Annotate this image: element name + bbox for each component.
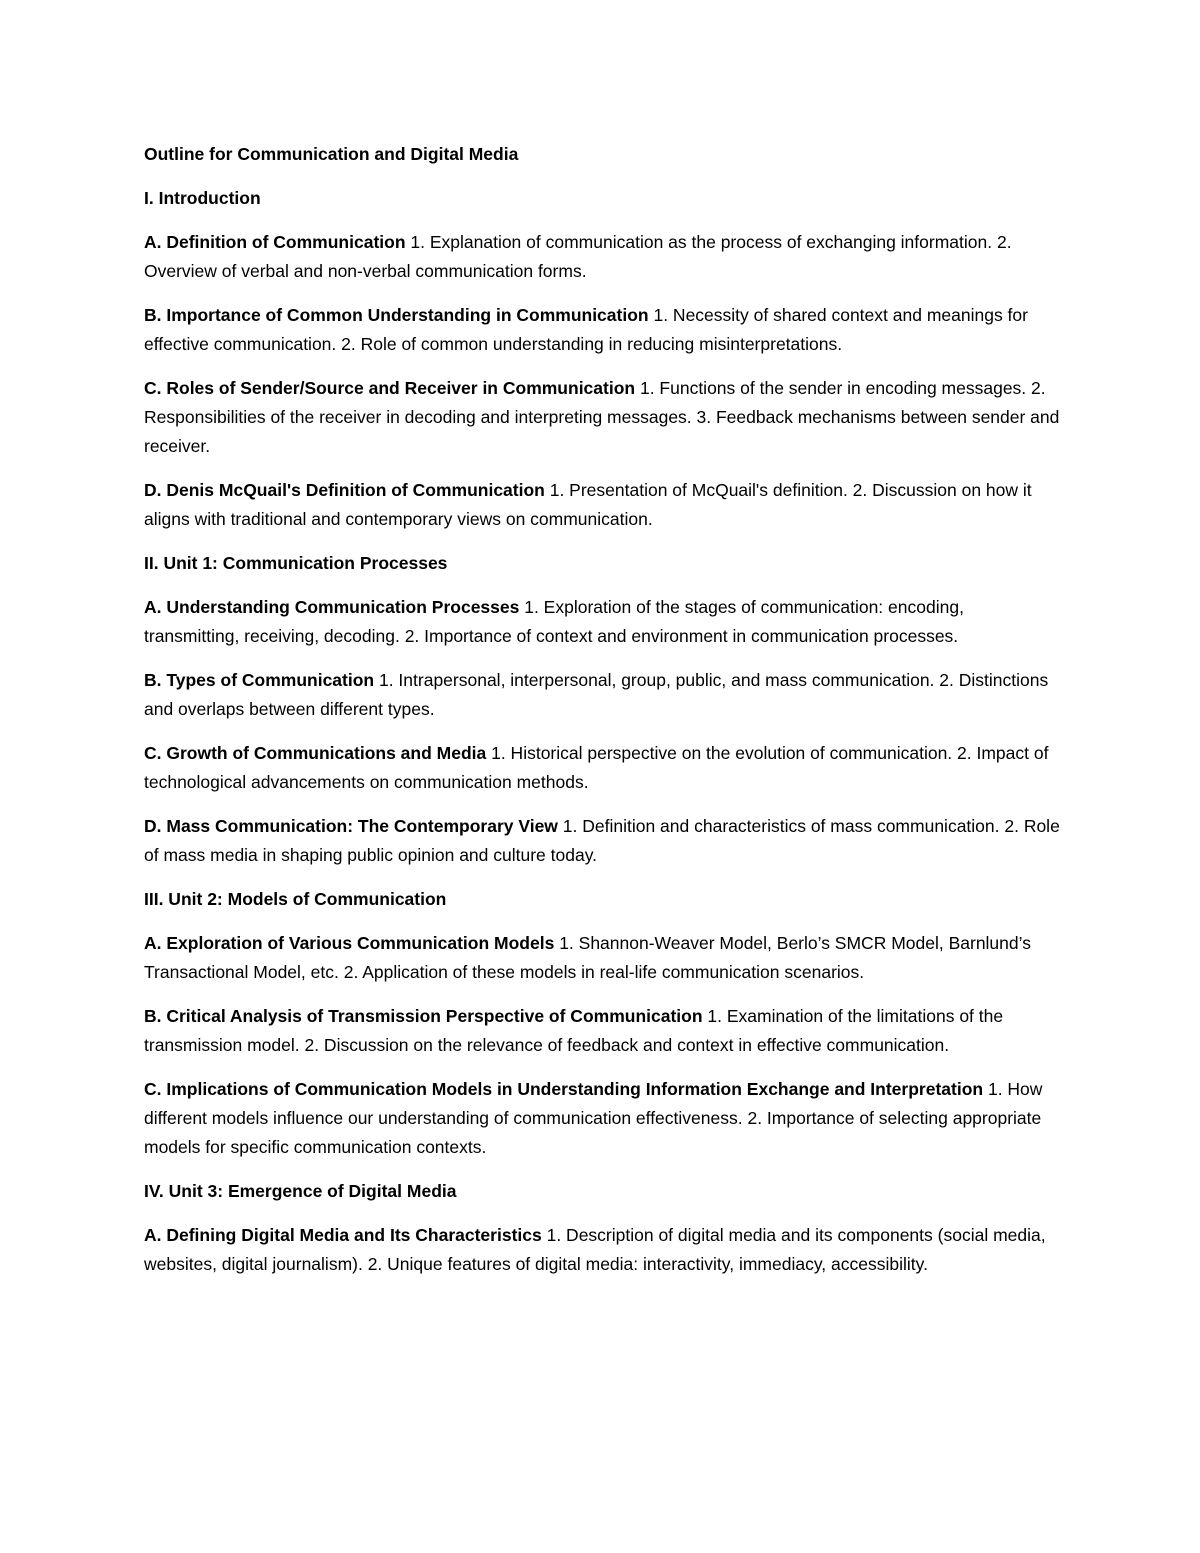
item-text: 1. Functions of the sender in encoding messages. 2. Responsibilities of the receiver in decoding and interpreting messages. 3. Feedback mechanisms between sender and receiver. <box>144 378 1060 456</box>
item-label: A. Exploration of Various Communication Models <box>144 933 555 953</box>
outline-item <box>144 476 1064 534</box>
outline-item <box>144 593 1064 651</box>
item-label: A. Defining Digital Media and Its Characteristics <box>144 1225 542 1245</box>
item-label: C. Growth of Communications and Media <box>144 743 487 763</box>
outline-item <box>144 1002 1064 1060</box>
item-text: 1. Necessity of shared context and meanings for effective communication. 2. Role of common understanding in reducing misinterpretations. <box>144 305 1028 354</box>
outline-item <box>144 1075 1064 1162</box>
outline-item <box>144 301 1064 359</box>
outline-item <box>144 812 1064 870</box>
item-text: 1. Examination of the limitations of the transmission model. 2. Discussion on the relevance of feedback and context in effective communication. <box>144 1006 1004 1055</box>
item-text: 1. How different models influence our understanding of communication effectiveness. 2. Importance of selecting appropriate models for specific communication contexts. <box>144 1079 1043 1157</box>
outline-item <box>144 1221 1064 1279</box>
section-heading: I. Introduction <box>144 188 261 208</box>
item-text: 1. Historical perspective on the evolution of communication. 2. Impact of technological advancements on communication methods. <box>144 743 1049 792</box>
item-text: 1. Definition and characteristics of mass communication. 2. Role of mass media in shaping public opinion and culture today. <box>144 816 1060 865</box>
item-text: 1. Presentation of McQuail's definition. 2. Discussion on how it aligns with traditional and contemporary views on communication. <box>144 480 1032 529</box>
item-label: A. Definition of Communication <box>144 232 406 252</box>
item-label: B. Critical Analysis of Transmission Perspective of Communication <box>144 1006 703 1026</box>
outline-item <box>144 929 1064 987</box>
section-heading: II. Unit 1: Communication Processes <box>144 553 448 573</box>
outline-item <box>144 666 1064 724</box>
item-text: 1. Explanation of communication as the process of exchanging information. 2. Overview of verbal and non-verbal communication forms. <box>144 232 1012 281</box>
document-page <box>144 140 1064 1294</box>
outline-item <box>144 228 1064 286</box>
document-title: Outline for Communication and Digital Media <box>144 144 519 164</box>
item-label: A. Understanding Communication Processes <box>144 597 520 617</box>
section-heading: IV. Unit 3: Emergence of Digital Media <box>144 1181 457 1201</box>
section-heading: III. Unit 2: Models of Communication <box>144 889 447 909</box>
item-text: 1. Shannon-Weaver Model, Berlo’s SMCR Model, Barnlund’s Transactional Model, etc. 2. Application of these models in real-life communication scenarios. <box>144 933 1031 982</box>
item-label: C. Roles of Sender/Source and Receiver in Communication <box>144 378 636 398</box>
outline-item <box>144 374 1064 461</box>
item-text: 1. Exploration of the stages of communication: encoding, transmitting, receiving, decoding. 2. Importance of context and environment in communication processes. <box>144 597 964 646</box>
item-label: B. Types of Communication <box>144 670 375 690</box>
item-label: D. Mass Communication: The Contemporary View <box>144 816 558 836</box>
item-label: D. Denis McQuail's Definition of Communication <box>144 480 545 500</box>
item-text: 1. Intrapersonal, interpersonal, group, public, and mass communication. 2. Distinctions and overlaps between different types. <box>144 670 1049 719</box>
item-label: B. Importance of Common Understanding in Communication <box>144 305 649 325</box>
item-label: C. Implications of Communication Models in Understanding Information Exchange and Interpretation <box>144 1079 984 1099</box>
item-text: 1. Description of digital media and its components (social media, websites, digital journalism). 2. Unique features of digital media: interactivity, immediacy, accessibility. <box>144 1225 1046 1274</box>
outline-item <box>144 739 1064 797</box>
